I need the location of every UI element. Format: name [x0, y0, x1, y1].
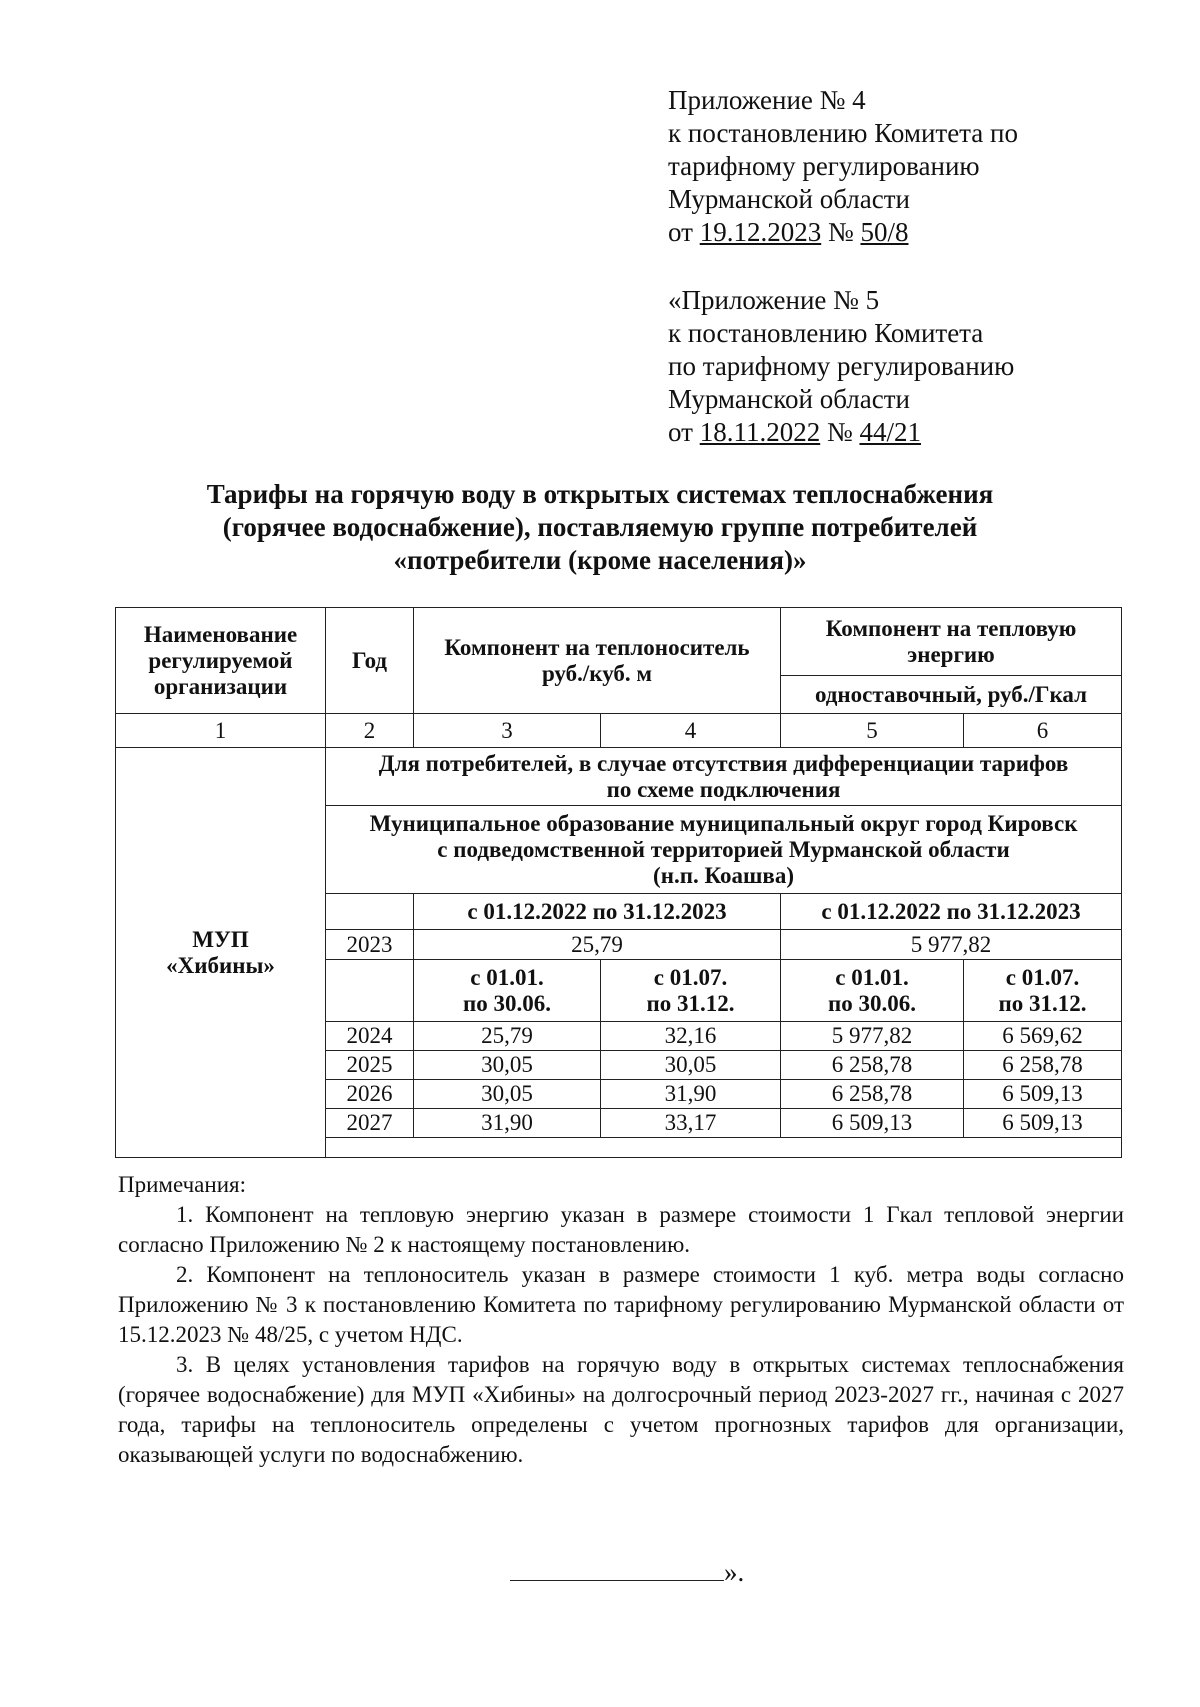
empty-bottom-row [326, 1138, 1122, 1158]
half-header [964, 960, 1122, 1022]
municipality-heading [326, 806, 1122, 894]
half-header [601, 960, 781, 1022]
notes-heading: Примечания: [118, 1172, 246, 1197]
date-prefix: от [668, 417, 700, 447]
note-item: 3. В целях установления тарифов на горячую воду в открытых системах теплоснабжения (горячее водоснабжение) для МУП «Хибины» на долгосрочный период 2023-2027 гг., начиная с 2027 года, тарифы на теплоноситель определены с учетом прогнозных тарифов для организации, оказывающей услуги по водоснабжению. [118, 1352, 1124, 1467]
header-year: Год [326, 608, 414, 714]
half-header [414, 960, 601, 1022]
half-header-line: по 31.12. [998, 990, 1087, 1016]
carrier-value: 25,79 [414, 1022, 601, 1051]
carrier-value: 31,90 [414, 1109, 601, 1138]
spacer [510, 1142, 512, 1144]
carrier-value: 32,16 [601, 1022, 781, 1051]
col-number: 6 [964, 714, 1122, 748]
energy-value: 5 977,82 [781, 1022, 964, 1051]
closing-quote: ». [724, 1557, 745, 1587]
empty-year-cell [326, 960, 414, 1022]
col-number: 3 [414, 714, 601, 748]
energy-value: 5 977,82 [781, 930, 1122, 960]
appendix-5-block [668, 284, 1014, 449]
signature-line [510, 1556, 724, 1581]
half-header-line: по 30.06. [827, 990, 916, 1016]
section-heading [326, 748, 1122, 806]
appendix-4-block [668, 84, 1018, 249]
year-cell: 2027 [326, 1109, 414, 1138]
energy-value: 6 258,78 [964, 1051, 1122, 1080]
col-number: 1 [116, 714, 326, 748]
energy-value: 6 258,78 [781, 1080, 964, 1109]
title-line: (горячее водоснабжение), поставляемую группе потребителей [222, 512, 978, 542]
energy-value: 6 509,13 [964, 1109, 1122, 1138]
year-cell: 2023 [326, 930, 414, 960]
energy-value: 6 258,78 [781, 1051, 964, 1080]
carrier-value: 31,90 [601, 1080, 781, 1109]
notes-section [118, 1170, 1124, 1470]
document-title [120, 478, 1080, 577]
header-org: Наименование регулируемой организации [116, 608, 326, 714]
year-cell: 2026 [326, 1080, 414, 1109]
appendix-4-line: Приложение № 4 [668, 85, 866, 115]
period-carrier: с 01.12.2022 по 31.12.2023 [414, 894, 781, 930]
empty-year-cell [326, 894, 414, 930]
half-header-line: по 30.06. [462, 990, 551, 1016]
half-header-line: с 01.07. [653, 964, 728, 990]
energy-value: 6 509,13 [964, 1080, 1122, 1109]
carrier-value: 33,17 [601, 1109, 781, 1138]
energy-value: 6 509,13 [781, 1109, 964, 1138]
municipality-line: Муниципальное образование муниципальный округ город Кировск [369, 810, 1078, 836]
appendix-5-number: 44/21 [859, 417, 921, 447]
half-header-line: с 01.01. [470, 964, 544, 990]
appendix-4-line: Мурманской области [668, 184, 910, 214]
energy-value: 6 569,62 [964, 1022, 1122, 1051]
appendix-4-number: 50/8 [860, 217, 909, 247]
appendix-4-ref [668, 216, 1018, 249]
title-line: «потребители (кроме населения)» [393, 545, 807, 575]
section-line: по схеме подключения [606, 776, 841, 802]
half-header-line: по 31.12. [646, 990, 735, 1016]
half-header [781, 960, 964, 1022]
period-energy: с 01.12.2022 по 31.12.2023 [781, 894, 1122, 930]
carrier-value: 25,79 [414, 930, 781, 960]
appendix-4-line: тарифному регулированию [668, 151, 980, 181]
number-prefix: № [821, 217, 861, 247]
note-item: 1. Компонент на тепловую энергию указан в размере стоимости 1 Гкал тепловой энергии согласно Приложению № 2 к настоящему постановлению. [118, 1202, 1124, 1257]
header-energy-sub: одноставочный, руб./Гкал [781, 676, 1122, 714]
appendix-5-date: 18.11.2022 [699, 417, 821, 447]
header-carrier: Компонент на теплоноситель руб./куб. м [414, 608, 781, 714]
tariff-table [115, 607, 1122, 1158]
half-header-line: с 01.07. [1005, 964, 1080, 990]
col-number: 2 [326, 714, 414, 748]
appendix-5-ref [668, 416, 1014, 449]
note-item: 2. Компонент на теплоноситель указан в размере стоимости 1 куб. метра воды согласно Приложению № 3 к постановлению Комитета по тарифному регулированию Мурманской области от 15.12.2023 № 48/25, с учетом НДС. [118, 1262, 1124, 1347]
column-number-row [116, 714, 1122, 748]
municipality-line: (н.п. Коашва) [653, 862, 794, 888]
number-prefix: № [820, 417, 860, 447]
year-cell: 2024 [326, 1022, 414, 1051]
section-line: Для потребителей, в случае отсутствия дифференциации тарифов [378, 750, 1069, 776]
carrier-value: 30,05 [414, 1051, 601, 1080]
title-line: Тарифы на горячую воду в открытых системах теплоснабжения [206, 479, 994, 509]
header-energy: Компонент на тепловую энергию [781, 608, 1122, 676]
col-number: 4 [601, 714, 781, 748]
appendix-5-line: «Приложение № 5 [668, 285, 880, 315]
appendix-4-date: 19.12.2023 [699, 217, 822, 247]
carrier-value: 30,05 [414, 1080, 601, 1109]
carrier-value: 30,05 [601, 1051, 781, 1080]
half-header-line: с 01.01. [835, 964, 909, 990]
organization-cell: МУП «Хибины» [116, 748, 326, 1158]
appendix-4-line: к постановлению Комитета по [668, 118, 1018, 148]
appendix-5-line: по тарифному регулированию [668, 351, 1015, 381]
date-prefix: от [668, 217, 700, 247]
year-cell: 2025 [326, 1051, 414, 1080]
appendix-5-line: Мурманской области [668, 384, 910, 414]
closing-mark [510, 1556, 744, 1588]
municipality-line: с подведомственной территорией Мурманской области [437, 836, 1010, 862]
col-number: 5 [781, 714, 964, 748]
appendix-5-line: к постановлению Комитета [668, 318, 984, 348]
